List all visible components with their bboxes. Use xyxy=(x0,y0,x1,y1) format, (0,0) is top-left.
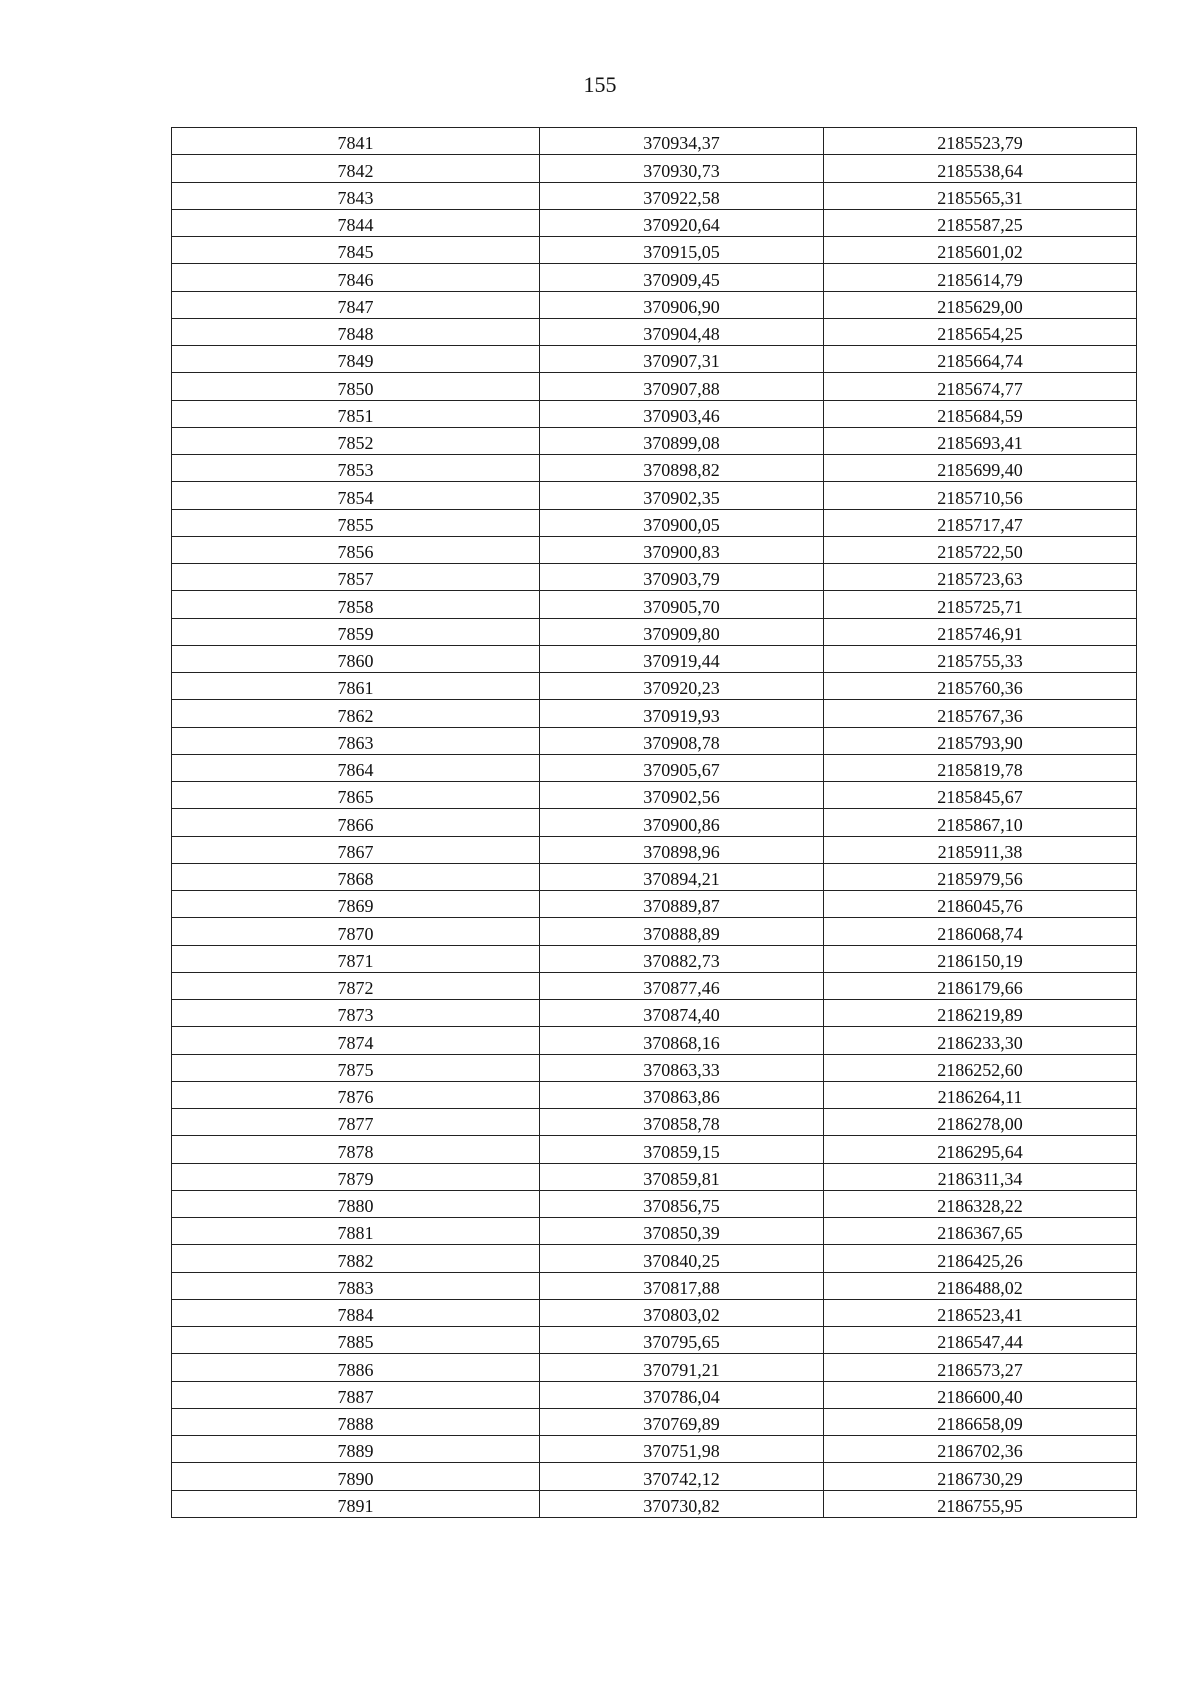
table-row xyxy=(172,972,1137,999)
table-row xyxy=(172,754,1137,781)
x-coordinate-cell: 370795,65 xyxy=(540,1327,824,1354)
y-coordinate-cell: 2185722,50 xyxy=(824,536,1137,563)
y-coordinate-cell: 2186600,40 xyxy=(824,1381,1137,1408)
page-number: 155 xyxy=(583,72,617,97)
y-coordinate-cell: 2186311,34 xyxy=(824,1163,1137,1190)
y-coordinate-cell: 2185614,79 xyxy=(824,264,1137,291)
x-coordinate-cell: 370902,56 xyxy=(540,782,824,809)
point-number-cell: 7860 xyxy=(172,645,540,672)
table-row xyxy=(172,891,1137,918)
y-coordinate-cell: 2186425,26 xyxy=(824,1245,1137,1272)
table-row xyxy=(172,427,1137,454)
table-row xyxy=(172,1381,1137,1408)
point-number-cell: 7841 xyxy=(172,128,540,155)
point-number-cell: 7850 xyxy=(172,373,540,400)
table-row xyxy=(172,1109,1137,1136)
point-number-cell: 7879 xyxy=(172,1163,540,1190)
table-row xyxy=(172,1218,1137,1245)
point-number-cell: 7885 xyxy=(172,1327,540,1354)
point-number-cell: 7876 xyxy=(172,1081,540,1108)
point-number-cell: 7863 xyxy=(172,727,540,754)
x-coordinate-cell: 370904,48 xyxy=(540,318,824,345)
table-row xyxy=(172,128,1137,155)
y-coordinate-cell: 2186233,30 xyxy=(824,1027,1137,1054)
table-row xyxy=(172,727,1137,754)
point-number-cell: 7857 xyxy=(172,564,540,591)
point-number-cell: 7866 xyxy=(172,809,540,836)
x-coordinate-cell: 370920,23 xyxy=(540,673,824,700)
x-coordinate-cell: 370907,88 xyxy=(540,373,824,400)
x-coordinate-cell: 370903,79 xyxy=(540,564,824,591)
point-number-cell: 7877 xyxy=(172,1109,540,1136)
y-coordinate-cell: 2185755,33 xyxy=(824,645,1137,672)
table-row xyxy=(172,237,1137,264)
x-coordinate-cell: 370899,08 xyxy=(540,427,824,454)
point-number-cell: 7862 xyxy=(172,700,540,727)
table-row xyxy=(172,373,1137,400)
x-coordinate-cell: 370840,25 xyxy=(540,1245,824,1272)
x-coordinate-cell: 370909,45 xyxy=(540,264,824,291)
table-row xyxy=(172,836,1137,863)
table-row xyxy=(172,591,1137,618)
x-coordinate-cell: 370934,37 xyxy=(540,128,824,155)
y-coordinate-cell: 2185979,56 xyxy=(824,863,1137,890)
y-coordinate-cell: 2186523,41 xyxy=(824,1299,1137,1326)
point-number-cell: 7853 xyxy=(172,455,540,482)
y-coordinate-cell: 2186150,19 xyxy=(824,945,1137,972)
x-coordinate-cell: 370898,96 xyxy=(540,836,824,863)
table-row xyxy=(172,1436,1137,1463)
table-row xyxy=(172,645,1137,672)
table-row xyxy=(172,1354,1137,1381)
y-coordinate-cell: 2186219,89 xyxy=(824,1000,1137,1027)
y-coordinate-cell: 2185746,91 xyxy=(824,618,1137,645)
point-number-cell: 7859 xyxy=(172,618,540,645)
x-coordinate-cell: 370900,86 xyxy=(540,809,824,836)
table-row xyxy=(172,455,1137,482)
point-number-cell: 7848 xyxy=(172,318,540,345)
point-number-cell: 7872 xyxy=(172,972,540,999)
y-coordinate-cell: 2185845,67 xyxy=(824,782,1137,809)
point-number-cell: 7845 xyxy=(172,237,540,264)
point-number-cell: 7871 xyxy=(172,945,540,972)
point-number-cell: 7861 xyxy=(172,673,540,700)
point-number-cell: 7886 xyxy=(172,1354,540,1381)
table-row xyxy=(172,482,1137,509)
x-coordinate-cell: 370900,83 xyxy=(540,536,824,563)
table-row xyxy=(172,1408,1137,1435)
table-row xyxy=(172,291,1137,318)
x-coordinate-cell: 370856,75 xyxy=(540,1190,824,1217)
point-number-cell: 7846 xyxy=(172,264,540,291)
x-coordinate-cell: 370920,64 xyxy=(540,209,824,236)
y-coordinate-cell: 2186328,22 xyxy=(824,1190,1137,1217)
y-coordinate-cell: 2186573,27 xyxy=(824,1354,1137,1381)
y-coordinate-cell: 2186755,95 xyxy=(824,1490,1137,1517)
point-number-cell: 7854 xyxy=(172,482,540,509)
table-row xyxy=(172,1000,1137,1027)
point-number-cell: 7888 xyxy=(172,1408,540,1435)
x-coordinate-cell: 370882,73 xyxy=(540,945,824,972)
table-row xyxy=(172,918,1137,945)
x-coordinate-cell: 370906,90 xyxy=(540,291,824,318)
point-number-cell: 7852 xyxy=(172,427,540,454)
table-row xyxy=(172,318,1137,345)
x-coordinate-cell: 370769,89 xyxy=(540,1408,824,1435)
table-row xyxy=(172,209,1137,236)
point-number-cell: 7865 xyxy=(172,782,540,809)
table-row xyxy=(172,700,1137,727)
y-coordinate-cell: 2186278,00 xyxy=(824,1109,1137,1136)
y-coordinate-cell: 2186179,66 xyxy=(824,972,1137,999)
x-coordinate-cell: 370915,05 xyxy=(540,237,824,264)
x-coordinate-cell: 370859,15 xyxy=(540,1136,824,1163)
x-coordinate-cell: 370908,78 xyxy=(540,727,824,754)
point-number-cell: 7883 xyxy=(172,1272,540,1299)
point-number-cell: 7889 xyxy=(172,1436,540,1463)
table-row xyxy=(172,182,1137,209)
y-coordinate-cell: 2186264,11 xyxy=(824,1081,1137,1108)
y-coordinate-cell: 2185725,71 xyxy=(824,591,1137,618)
table-row xyxy=(172,1299,1137,1326)
point-number-cell: 7880 xyxy=(172,1190,540,1217)
y-coordinate-cell: 2185710,56 xyxy=(824,482,1137,509)
y-coordinate-cell: 2185654,25 xyxy=(824,318,1137,345)
y-coordinate-cell: 2186730,29 xyxy=(824,1463,1137,1490)
table-row xyxy=(172,1245,1137,1272)
x-coordinate-cell: 370919,93 xyxy=(540,700,824,727)
point-number-cell: 7855 xyxy=(172,509,540,536)
y-coordinate-cell: 2185867,10 xyxy=(824,809,1137,836)
table-row xyxy=(172,809,1137,836)
point-number-cell: 7844 xyxy=(172,209,540,236)
y-coordinate-cell: 2185629,00 xyxy=(824,291,1137,318)
point-number-cell: 7891 xyxy=(172,1490,540,1517)
y-coordinate-cell: 2185538,64 xyxy=(824,155,1137,182)
point-number-cell: 7843 xyxy=(172,182,540,209)
table-row xyxy=(172,564,1137,591)
point-number-cell: 7867 xyxy=(172,836,540,863)
coordinates-table xyxy=(171,127,1137,1518)
table-row xyxy=(172,264,1137,291)
x-coordinate-cell: 370786,04 xyxy=(540,1381,824,1408)
point-number-cell: 7878 xyxy=(172,1136,540,1163)
x-coordinate-cell: 370751,98 xyxy=(540,1436,824,1463)
y-coordinate-cell: 2185587,25 xyxy=(824,209,1137,236)
point-number-cell: 7847 xyxy=(172,291,540,318)
y-coordinate-cell: 2185664,74 xyxy=(824,346,1137,373)
table-row xyxy=(172,618,1137,645)
point-number-cell: 7881 xyxy=(172,1218,540,1245)
x-coordinate-cell: 370919,44 xyxy=(540,645,824,672)
x-coordinate-cell: 370905,67 xyxy=(540,754,824,781)
x-coordinate-cell: 370874,40 xyxy=(540,1000,824,1027)
point-number-cell: 7851 xyxy=(172,400,540,427)
y-coordinate-cell: 2186488,02 xyxy=(824,1272,1137,1299)
coordinates-table-body xyxy=(172,128,1137,1518)
y-coordinate-cell: 2185911,38 xyxy=(824,836,1137,863)
x-coordinate-cell: 370907,31 xyxy=(540,346,824,373)
table-row xyxy=(172,1136,1137,1163)
table-row xyxy=(172,536,1137,563)
point-number-cell: 7874 xyxy=(172,1027,540,1054)
point-number-cell: 7869 xyxy=(172,891,540,918)
table-row xyxy=(172,945,1137,972)
x-coordinate-cell: 370877,46 xyxy=(540,972,824,999)
x-coordinate-cell: 370850,39 xyxy=(540,1218,824,1245)
x-coordinate-cell: 370894,21 xyxy=(540,863,824,890)
x-coordinate-cell: 370922,58 xyxy=(540,182,824,209)
table-row xyxy=(172,509,1137,536)
table-row xyxy=(172,1163,1137,1190)
point-number-cell: 7887 xyxy=(172,1381,540,1408)
y-coordinate-cell: 2185819,78 xyxy=(824,754,1137,781)
point-number-cell: 7856 xyxy=(172,536,540,563)
x-coordinate-cell: 370817,88 xyxy=(540,1272,824,1299)
y-coordinate-cell: 2185674,77 xyxy=(824,373,1137,400)
x-coordinate-cell: 370742,12 xyxy=(540,1463,824,1490)
y-coordinate-cell: 2186045,76 xyxy=(824,891,1137,918)
point-number-cell: 7875 xyxy=(172,1054,540,1081)
table-row xyxy=(172,155,1137,182)
table-row xyxy=(172,1327,1137,1354)
table-row xyxy=(172,1190,1137,1217)
table-row xyxy=(172,1054,1137,1081)
point-number-cell: 7864 xyxy=(172,754,540,781)
x-coordinate-cell: 370900,05 xyxy=(540,509,824,536)
y-coordinate-cell: 2185717,47 xyxy=(824,509,1137,536)
table-row xyxy=(172,400,1137,427)
y-coordinate-cell: 2185523,79 xyxy=(824,128,1137,155)
table-row xyxy=(172,1081,1137,1108)
y-coordinate-cell: 2186068,74 xyxy=(824,918,1137,945)
point-number-cell: 7890 xyxy=(172,1463,540,1490)
table-row xyxy=(172,346,1137,373)
x-coordinate-cell: 370909,80 xyxy=(540,618,824,645)
x-coordinate-cell: 370730,82 xyxy=(540,1490,824,1517)
point-number-cell: 7849 xyxy=(172,346,540,373)
x-coordinate-cell: 370858,78 xyxy=(540,1109,824,1136)
y-coordinate-cell: 2185693,41 xyxy=(824,427,1137,454)
point-number-cell: 7873 xyxy=(172,1000,540,1027)
x-coordinate-cell: 370791,21 xyxy=(540,1354,824,1381)
table-row xyxy=(172,863,1137,890)
point-number-cell: 7870 xyxy=(172,918,540,945)
table-row xyxy=(172,1490,1137,1517)
table-row xyxy=(172,1272,1137,1299)
y-coordinate-cell: 2185601,02 xyxy=(824,237,1137,264)
y-coordinate-cell: 2185565,31 xyxy=(824,182,1137,209)
x-coordinate-cell: 370863,86 xyxy=(540,1081,824,1108)
y-coordinate-cell: 2186367,65 xyxy=(824,1218,1137,1245)
y-coordinate-cell: 2186252,60 xyxy=(824,1054,1137,1081)
y-coordinate-cell: 2185760,36 xyxy=(824,673,1137,700)
y-coordinate-cell: 2185699,40 xyxy=(824,455,1137,482)
point-number-cell: 7858 xyxy=(172,591,540,618)
y-coordinate-cell: 2186547,44 xyxy=(824,1327,1137,1354)
x-coordinate-cell: 370898,82 xyxy=(540,455,824,482)
y-coordinate-cell: 2186702,36 xyxy=(824,1436,1137,1463)
table-row xyxy=(172,1463,1137,1490)
table-row xyxy=(172,673,1137,700)
x-coordinate-cell: 370868,16 xyxy=(540,1027,824,1054)
y-coordinate-cell: 2186658,09 xyxy=(824,1408,1137,1435)
point-number-cell: 7868 xyxy=(172,863,540,890)
x-coordinate-cell: 370863,33 xyxy=(540,1054,824,1081)
point-number-cell: 7882 xyxy=(172,1245,540,1272)
point-number-cell: 7884 xyxy=(172,1299,540,1326)
y-coordinate-cell: 2185684,59 xyxy=(824,400,1137,427)
x-coordinate-cell: 370905,70 xyxy=(540,591,824,618)
x-coordinate-cell: 370930,73 xyxy=(540,155,824,182)
y-coordinate-cell: 2185793,90 xyxy=(824,727,1137,754)
table-row xyxy=(172,782,1137,809)
x-coordinate-cell: 370859,81 xyxy=(540,1163,824,1190)
x-coordinate-cell: 370903,46 xyxy=(540,400,824,427)
x-coordinate-cell: 370902,35 xyxy=(540,482,824,509)
y-coordinate-cell: 2185723,63 xyxy=(824,564,1137,591)
point-number-cell: 7842 xyxy=(172,155,540,182)
x-coordinate-cell: 370803,02 xyxy=(540,1299,824,1326)
x-coordinate-cell: 370889,87 xyxy=(540,891,824,918)
x-coordinate-cell: 370888,89 xyxy=(540,918,824,945)
table-row xyxy=(172,1027,1137,1054)
y-coordinate-cell: 2185767,36 xyxy=(824,700,1137,727)
y-coordinate-cell: 2186295,64 xyxy=(824,1136,1137,1163)
